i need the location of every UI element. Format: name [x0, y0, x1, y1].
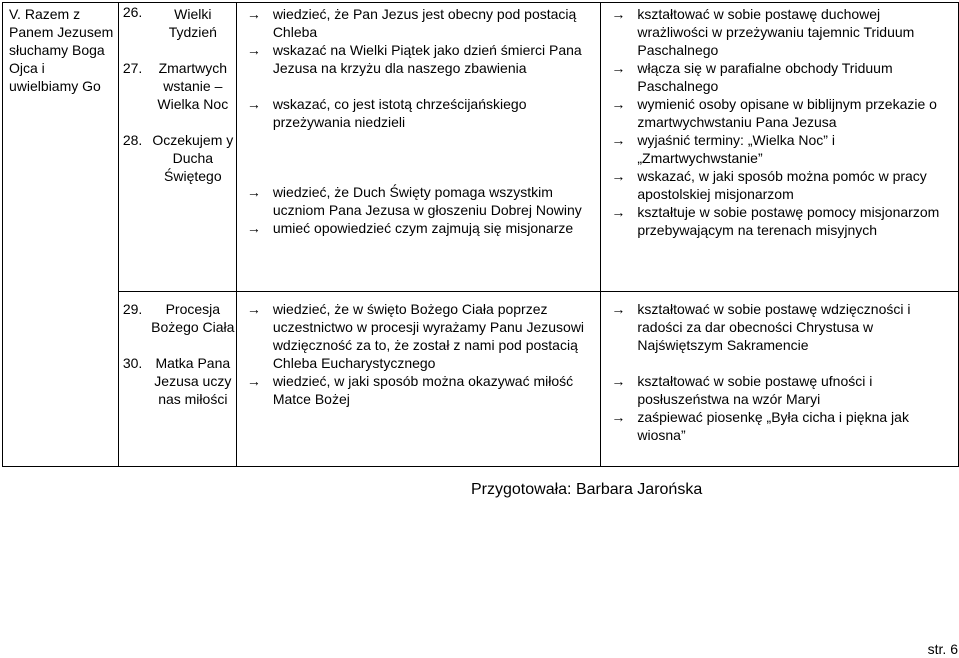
topic-item	[119, 59, 236, 113]
arrow-icon: →	[611, 409, 626, 425]
list-item: → wyjaśnić terminy: „Wielka Noc” i „Zmartwychwstanie”	[611, 132, 835, 166]
list-item: → wiedzieć, że Duch Święty pomaga wszystkim uczniom Pana Jezusa w głoszeniu Dobrej Nowiny	[246, 184, 582, 218]
topic-item	[119, 131, 236, 185]
spacer	[247, 77, 597, 95]
attitudes-list	[611, 300, 954, 444]
arrow-icon: →	[611, 373, 626, 389]
spacer	[611, 354, 954, 372]
topic-item	[119, 300, 236, 336]
list-item: → wskazać na Wielki Piątek jako dzień śmierci Pana Jezusa na krzyżu dla naszego zbawienia	[246, 42, 582, 76]
author-signature: Przygotowała: Barbara Jarońska	[471, 481, 703, 498]
topic-number: 29.	[122, 301, 143, 317]
list-item: → kształtuje w sobie postawę pomocy misjonarzom przebywającym na terenach misyjnych	[611, 204, 940, 238]
arrow-icon: →	[246, 301, 261, 317]
table-row	[3, 292, 959, 467]
topic-number: 27.	[122, 60, 143, 76]
list-item: → kształtować w sobie postawę ufności i posłuszeństwa na wzór Maryi	[611, 373, 873, 407]
attitudes-cell	[601, 3, 959, 292]
knowledge-list	[247, 300, 597, 408]
topic-title: Matka Pana Jezusa uczy nas miłości	[154, 355, 232, 407]
topic-item	[119, 354, 236, 408]
arrow-icon: →	[246, 6, 261, 22]
list-item: → włącza się w parafialne obchody Triduum Paschalnego	[611, 60, 893, 94]
arrow-icon: →	[611, 6, 626, 22]
arrow-icon: →	[246, 184, 261, 200]
attitudes-cell	[601, 292, 959, 467]
knowledge-list	[247, 5, 597, 237]
arrow-icon: →	[611, 96, 626, 112]
list-item: → wskazać, co jest istotą chrześcijańskiego przeżywania niedzieli	[246, 96, 527, 130]
list-item: → wskazać, w jaki sposób można pomóc w pracy apostolskiej misjonarzom	[611, 168, 927, 202]
list-item: → umieć opowiedzieć czym zajmują się misjonarze	[246, 220, 574, 236]
topic-item	[119, 3, 236, 41]
arrow-icon: →	[611, 132, 626, 148]
unit-cell	[3, 3, 119, 467]
topics-cell	[118, 292, 236, 467]
list-item: → wiedzieć, że w święto Bożego Ciała poprzez uczestnictwo w procesji wyrażamy Panu Jezusowi wdzięczność za to, że został z nami pod postacią Chleba Eucharystycznego	[246, 301, 585, 371]
table-row	[3, 3, 959, 292]
arrow-icon: →	[246, 42, 261, 58]
arrow-icon: →	[611, 168, 626, 184]
list-item: → wiedzieć, że Pan Jezus jest obecny pod postacią Chleba	[246, 6, 577, 40]
page-number: str. 6	[927, 641, 958, 657]
topic-title: Oczekujem y Ducha Świętego	[152, 132, 234, 184]
curriculum-table	[2, 2, 959, 467]
arrow-icon: →	[611, 60, 626, 76]
list-item: → zaśpiewać piosenkę „Była cicha i piękna jak wiosna”	[611, 409, 909, 443]
arrow-icon: →	[611, 301, 626, 317]
attitudes-list	[611, 5, 954, 239]
arrow-icon: →	[611, 204, 626, 220]
arrow-icon: →	[246, 220, 261, 236]
topic-number: 30.	[122, 355, 143, 371]
topic-number: 26.	[122, 4, 143, 20]
topic-title: Procesja Bożego Ciała	[151, 301, 235, 335]
list-item: → kształtować w sobie postawę wdzięczności i radości za dar obecności Chrystusa w Najświętszym Sakramencie	[611, 301, 911, 353]
arrow-icon: →	[246, 96, 261, 112]
arrow-icon: →	[246, 373, 261, 389]
topic-title: Wielki Tydzień	[168, 6, 217, 40]
unit-title: V. Razem z Panem Jezusem słuchamy Boga Ojca i uwielbiamy Go	[9, 6, 114, 94]
topic-number: 28.	[122, 132, 143, 148]
list-item: → wymienić osoby opisane w biblijnym przekazie o zmartwychwstaniu Pana Jezusa	[611, 96, 937, 130]
topic-title: Zmartwych wstanie – Wielka Noc	[157, 60, 229, 112]
list-item: → wiedzieć, w jaki sposób można okazywać miłość Matce Bożej	[246, 373, 574, 407]
knowledge-cell	[236, 292, 601, 467]
spacer	[247, 131, 597, 183]
topics-cell	[118, 3, 236, 292]
knowledge-cell	[236, 3, 601, 292]
list-item: → kształtować w sobie postawę duchowej wrażliwości w przeżywaniu tajemnic Triduum Paschalnego	[611, 6, 915, 58]
